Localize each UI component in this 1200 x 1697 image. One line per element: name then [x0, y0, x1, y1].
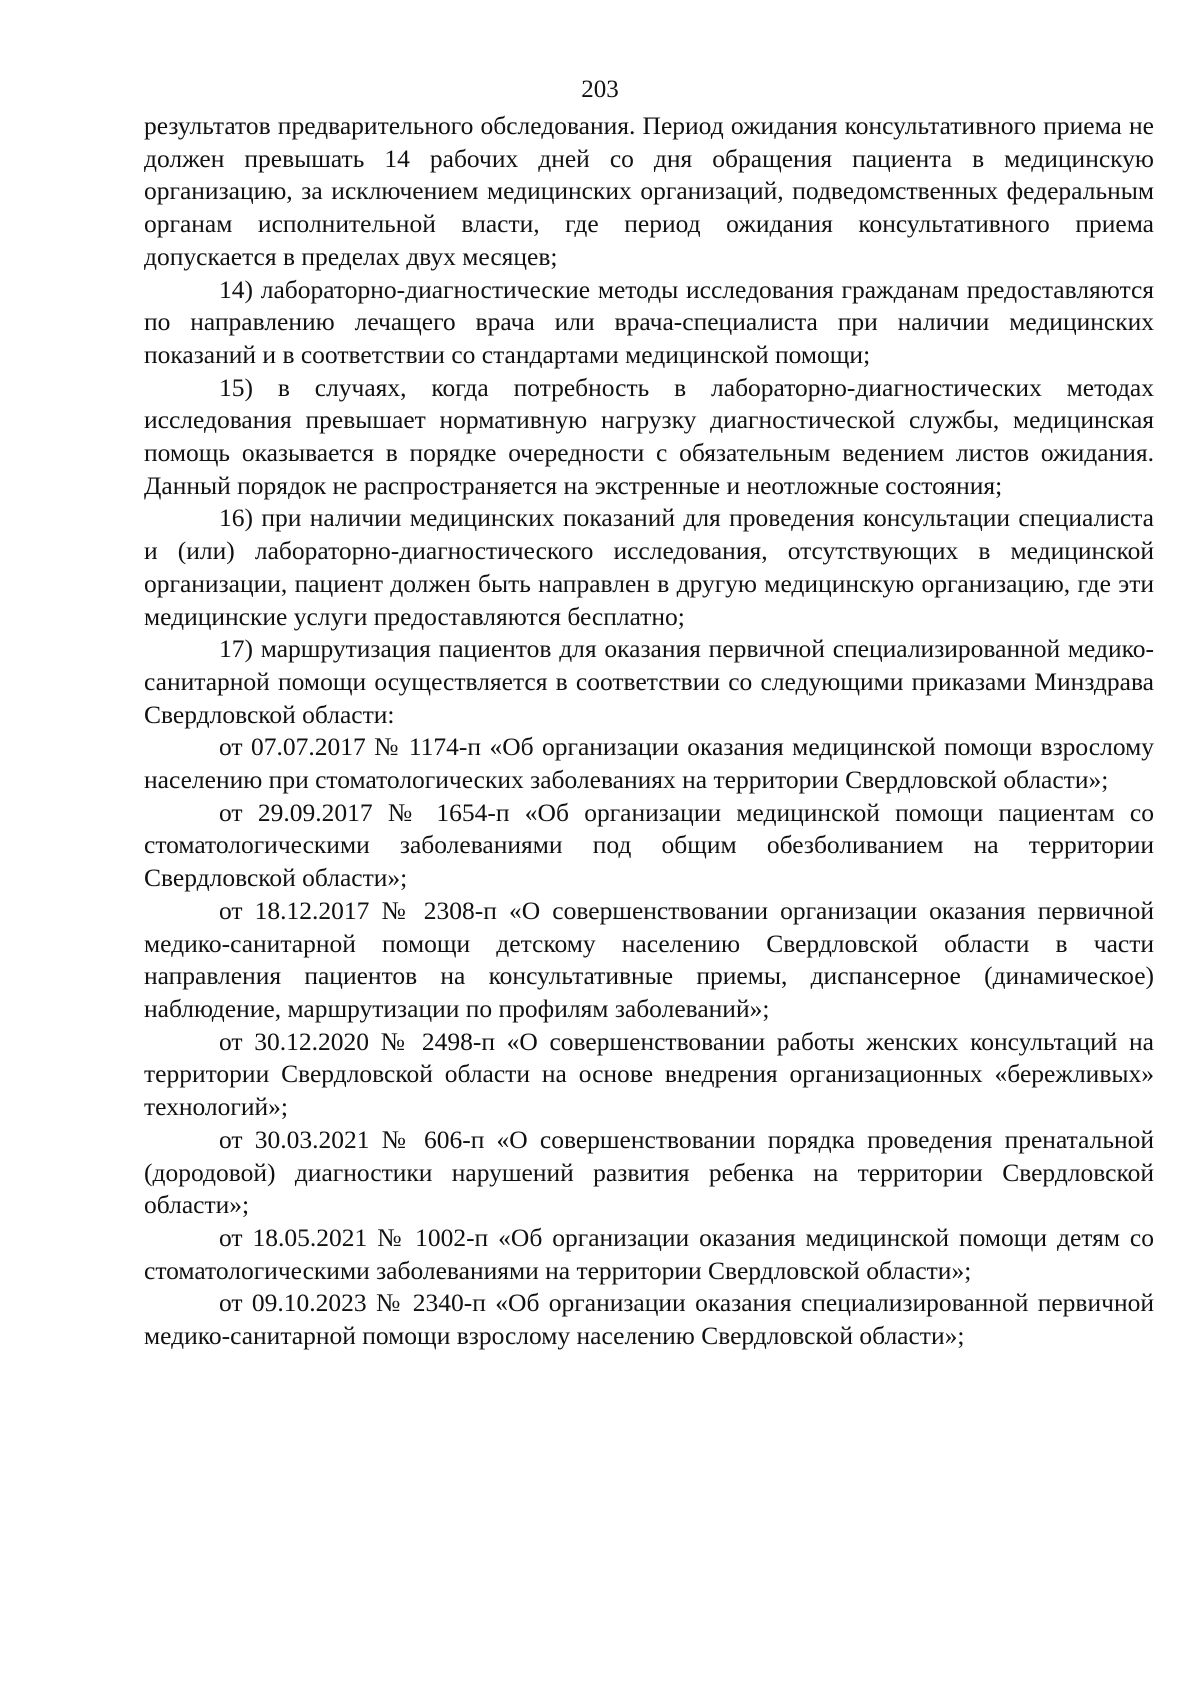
- order-reference-1002: от 18.05.2021 № 1002-п «Об организации оказания медицинской помощи детям со стоматологическими заболеваниями на территории Свердловской области»;: [144, 1222, 1154, 1285]
- order-reference-2340: от 09.10.2023 № 2340-п «Об организации оказания специализированной первичной медико-санитарной помощи взрослому населению Свердловской области»;: [144, 1288, 1154, 1351]
- order-reference-1174: от 07.07.2017 № 1174-п «Об организации оказания медицинской помощи взрослому населению при стоматологических заболеваниях на территории Свердловской области»;: [144, 732, 1154, 795]
- paragraph-item-17: 17) маршрутизация пациентов для оказания первичной специализированной медико-санитарной помощи осуществляется в соответствии со следующими приказами Минздрава Свердловской области:: [144, 634, 1154, 729]
- paragraph-item-15: 15) в случаях, когда потребность в лабораторно-диагностических методах исследования превышает нормативную нагрузку диагностической службы, медицинская помощь оказывается в порядке очередности с обязательным ведением листов ожидания. Данный порядок не распространяется на экстренные и неотложные состояния;: [144, 372, 1154, 500]
- paragraph-continuation: результатов предварительного обследования. Период ожидания консультативного приема не должен превышать 14 рабочих дней со дня обращения пациента в медицинскую организацию, за исключением медицинских организаций, подведомственных федеральным органам исполнительной власти, где период ожидания консультативного приема допускается в пределах двух месяцев;: [144, 111, 1154, 271]
- order-reference-2308: от 18.12.2017 № 2308-п «О совершенствовании организации оказания первичной медико-санитарной помощи детскому населению Свердловской области в части направления пациентов на консультативные приемы, диспансерное (динамическое) наблюдение, маршрутизации по профилям заболеваний»;: [144, 895, 1154, 1023]
- order-reference-1654: от 29.09.2017 № 1654-п «Об организации медицинской помощи пациентам со стоматологическими заболеваниями под общим обезболиванием на территории Свердловской области»;: [144, 797, 1154, 893]
- paragraph-item-14: 14) лабораторно-диагностические методы исследования гражданам предоставляются по направлению лечащего врача или врача-специалиста при наличии медицинских показаний и в соответствии со стандартами медицинской помощи;: [144, 274, 1154, 369]
- paragraph-item-16: 16) при наличии медицинских показаний для проведения консультации специалиста и (или) лабораторно-диагностического исследования, отсутствующих в медицинской организации, пациент должен быть направлен в другую медицинскую организацию, где эти медицинские услуги предоставляются бесплатно;: [144, 503, 1154, 631]
- order-reference-2498: от 30.12.2020 № 2498-п «О совершенствовании работы женских консультаций на территории Свердловской области на основе внедрения организационных «бережливых» технологий»;: [144, 1026, 1154, 1122]
- order-reference-606: от 30.03.2021 № 606-п «О совершенствовании порядка проведения пренатальной (дородовой) диагностики нарушений развития ребенка на территории Свердловской области»;: [144, 1124, 1154, 1220]
- page-number: 203: [581, 76, 619, 103]
- document-body: [144, 110, 1154, 1353]
